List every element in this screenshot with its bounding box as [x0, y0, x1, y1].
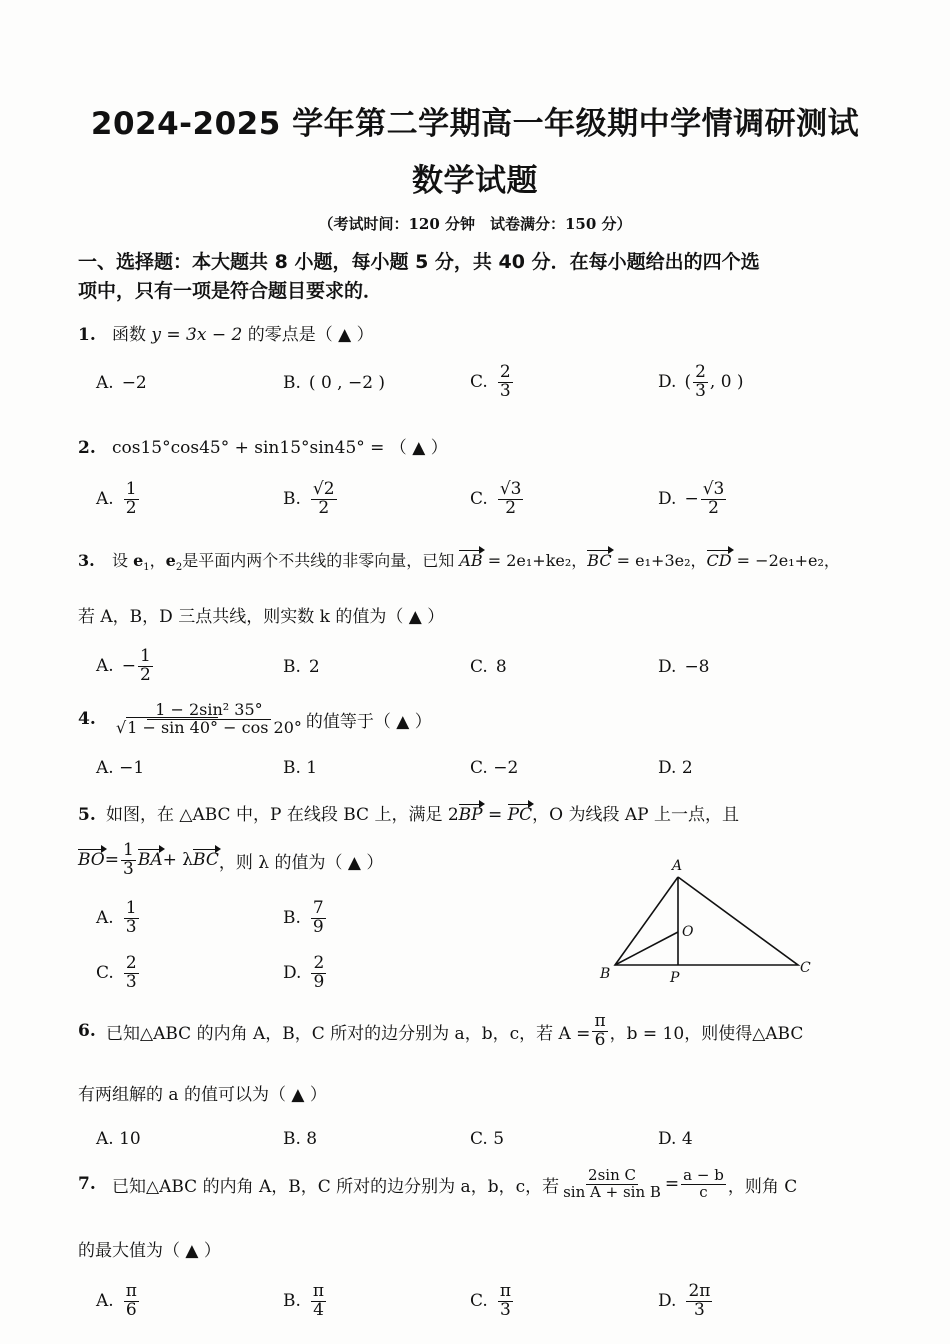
label-a: A — [672, 858, 683, 874]
label-b: B — [600, 966, 611, 982]
option-b[interactable]: B. ( 0 , −2 ) — [283, 373, 386, 393]
triangle-abc — [615, 877, 798, 965]
option-a[interactable]: A. $\frac{1}{2}$ — [96, 479, 137, 518]
option-a[interactable]: A. −2 — [96, 373, 147, 393]
triangle-figure — [590, 850, 820, 990]
question-3-cont: 若 A，B，D 三点共线，则实数 k 的值为（ ▲ ） — [78, 607, 445, 627]
question-6: 6. 已知△ABC 的内角 A，B，C 所对的边分别为 a，b，c，若 A = $\frac{\pi}{6}$ ，b = 10，则使得△ABC — [78, 1011, 804, 1050]
option-d[interactable]: D. −8 — [658, 657, 710, 677]
option-a[interactable]: A. $\frac{\pi}{6}$ — [96, 1281, 137, 1320]
option-a[interactable]: A. $\frac{1}{3}$ — [96, 898, 137, 937]
question-2: 2. cos15°cos45° + sin15°sin45° = （ ▲ ） — [78, 438, 448, 458]
option-b[interactable]: B. $\frac{7}{9}$ — [283, 898, 324, 937]
option-d[interactable]: D. $\frac{2}{9}$ — [283, 953, 325, 992]
section-heading-cont: 项中，只有一项是符合题目要求的． — [78, 280, 383, 302]
label-c: C — [800, 960, 811, 976]
option-b[interactable]: B. 2 — [283, 657, 320, 677]
label-o: O — [682, 924, 694, 940]
option-d[interactable]: D. 4 — [658, 1129, 693, 1149]
question-4: 4. $\frac{\text{1 − 2sin² 35°}}{√1 - \sin 40^\circ - \cos 20^\circ}$ 的值等于（ ▲ ） — [78, 700, 432, 737]
option-b[interactable]: B. 1 — [283, 758, 318, 778]
question-7: 7. 已知△ABC 的内角 A，B，C 所对的边分别为 a，b，c，若 $\frac{\text{2sin C}}{\text{sin A + sin B}}$ = $\frac{a - b}{c}$ ，则角 C — [78, 1166, 798, 1201]
option-a[interactable]: A. −1 — [96, 758, 145, 778]
question-5-cont: BO = $\frac{1}{3}$ BA + λ BC ，则 λ 的值为（ ▲ ） — [78, 840, 384, 879]
question-3: 3. 设 $e_1$，$e_2$是平面内两个不共线的非零向量，已知 AB = 2e₁+ke₂，BC = e₁+3e₂，CD = −2e₁+e₂， — [78, 551, 840, 574]
question-1: 1. 函数 y = 3x − 2 的零点是（ ▲ ） — [78, 325, 374, 345]
exam-info: （考试时间：120 分钟 试卷满分：150 分） — [318, 215, 632, 233]
option-c[interactable]: C. 5 — [470, 1129, 505, 1149]
segment-bo — [615, 932, 678, 965]
option-d[interactable]: D. 2 — [658, 758, 693, 778]
page-title: 2024-2025 学年第二学期高一年级期中学情调研测试 — [90, 106, 860, 142]
option-c[interactable]: C. $\frac{2}{3}$ — [96, 953, 137, 992]
section-heading: 一、选择题：本大题共 8 小题，每小题 5 分，共 40 分．在每小题给出的四个选 — [78, 251, 760, 273]
option-c[interactable]: C. 8 — [470, 657, 507, 677]
option-c[interactable]: C. −2 — [470, 758, 519, 778]
page-subtitle: 数学试题 — [412, 163, 538, 199]
question-number: 1. — [78, 325, 96, 345]
option-c[interactable]: C. $\frac{2}{3}$ — [470, 362, 511, 401]
option-d[interactable]: D. ( $\frac{2}{3}$ , 0 ) — [658, 362, 744, 401]
option-a[interactable]: A. − $\frac{1}{2}$ — [96, 646, 151, 685]
option-d[interactable]: D. $\frac{2\pi}{3}$ — [658, 1281, 711, 1320]
option-b[interactable]: B. 8 — [283, 1129, 318, 1149]
option-c[interactable]: C. $\frac{√3}{2}$ — [470, 479, 522, 518]
option-a[interactable]: A. 10 — [96, 1129, 141, 1149]
option-b[interactable]: B. $\frac{√2}{2}$ — [283, 479, 335, 518]
label-p: P — [670, 970, 680, 986]
option-c[interactable]: C. $\frac{\pi}{3}$ — [470, 1281, 511, 1320]
question-7-cont: 的最大值为（ ▲ ） — [78, 1241, 221, 1261]
question-6-cont: 有两组解的 a 的值可以为（ ▲ ） — [78, 1085, 327, 1105]
option-b[interactable]: B. $\frac{\pi}{4}$ — [283, 1281, 325, 1320]
question-5: 5. 如图，在 △ABC 中，P 在线段 BC 上，满足 2BP = PC，O 为线段 AP 上一点，且 — [78, 805, 739, 825]
option-d[interactable]: D. − $\frac{√3}{2}$ — [658, 479, 725, 518]
